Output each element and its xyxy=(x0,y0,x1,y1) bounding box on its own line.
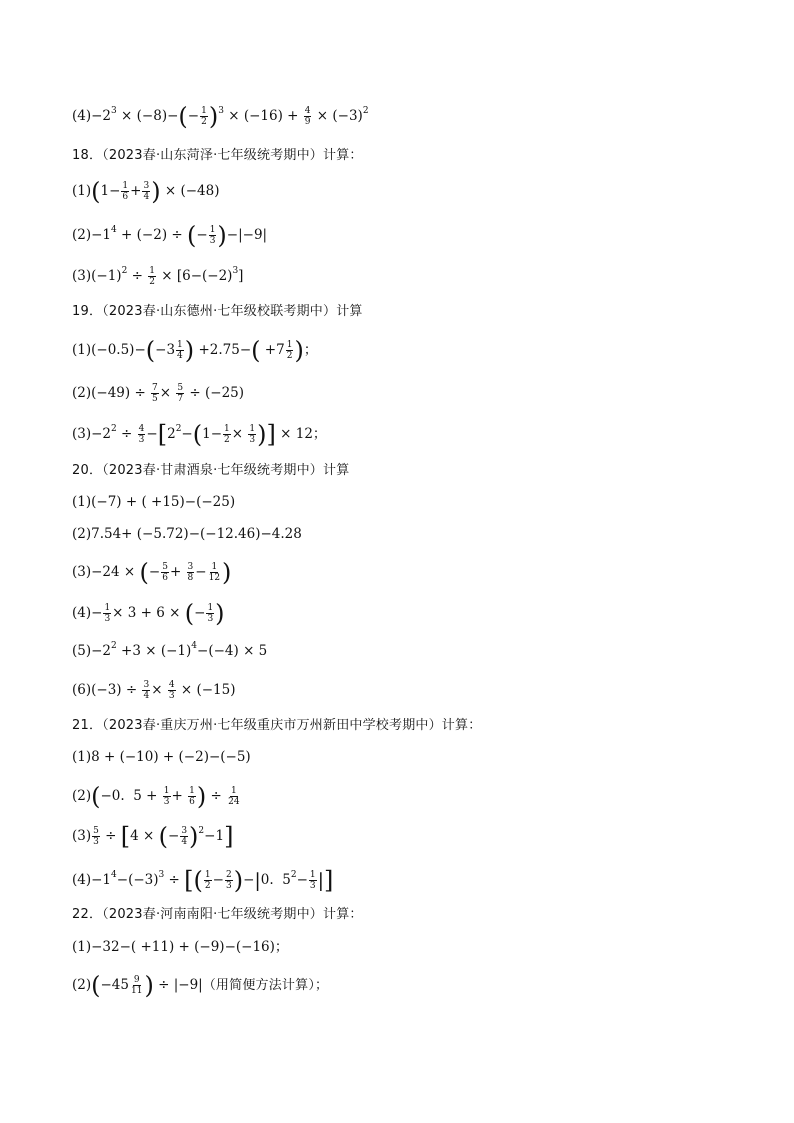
q20-part5: $(5)-2^2 +3 \times (-1)^4-(-4) \times 5$ xyxy=(72,641,268,659)
q20-heading: 20．（2023春·甘肃酒泉·七年级统考期中）计算 xyxy=(72,463,350,478)
q18-part2: $(2)-1^4 + (-2)$ ÷ (− $\frac{1}{3}$ )−|−9| xyxy=(72,221,268,250)
q22-heading: 22．（2023春·河南南阳·七年级统考期中）计算： xyxy=(72,907,363,922)
q19-part1: (1)(−0.5)−(−3 $\frac{1}{4}$ ) +2.75−( +7 $\frac{1}{2}$ )； xyxy=(72,336,318,365)
q19-part3: $(3)-2^2$ ÷ $\frac{4}{3}$ $-[2^2-(1-$ $\frac{1}{2}$ × $\frac{1}{3}$ )] × 12； xyxy=(72,420,327,449)
q21-part1: (1)8 + (−10) + (−2)−(−5) xyxy=(72,749,251,765)
q22-part1: (1)−32−( +11) + (−9)−(−16)； xyxy=(72,939,289,955)
q21-heading: 21．（2023春·重庆万州·七年级重庆市万州新田中学校考期中）计算： xyxy=(72,718,482,733)
q18-part3: $(3)(-1)^2$ ÷ $\frac{1}{2}$ × $[6-(-2)^3]$ xyxy=(72,266,244,287)
q20-part1: (1)(−7) + ( +15)−(−25) xyxy=(72,494,236,510)
part-label: (4) xyxy=(72,108,92,124)
q19-heading: 19．（2023春·山东德州·七年级校联考期中）计算 xyxy=(72,304,363,319)
q20-part2: (2)7.54+ (−5.72)−(−12.46)−4.28 xyxy=(72,526,302,542)
q17-part4: $(4)-2^3 \times (-8)-(-$ $\frac{1}{2}$ )$^3$ × (−16) + $\frac{4}{9}$ × $(-3)^2$ xyxy=(72,102,369,131)
q19-part2: (2)(−49) ÷ $\frac{7}{5}$ × $\frac{5}{7}$ ÷ (−25) xyxy=(72,383,245,404)
q21-part4: $(4)-1^4-(-3)^3$ ÷ [( $\frac{1}{2}$ − $\frac{2}{3}$ )−|0. $5^2-$ $\frac{1}{3}$ |] xyxy=(72,866,334,895)
q21-part3: (3) $\frac{5}{3}$ ÷ [4 × (− $\frac{3}{4}$ )$^2$−1] xyxy=(72,822,234,851)
q20-part4: (4)− $\frac{1}{3}$ × 3 + 6 × (− $\frac{1}{3}$ ) xyxy=(72,599,225,628)
q18-part1: (1)(1− $\frac{1}{6}$ + $\frac{3}{4}$ ) × (−48) xyxy=(72,177,220,206)
q22-part2: (2)(−45 $\frac{9}{11}$ ) ÷ |−9|（用简便方法计算）； xyxy=(72,971,329,1000)
q21-part2: (2)(−0. 5 + $\frac{1}{3}$ + $\frac{1}{6}$ ) ÷ $\frac{1}{24}$ xyxy=(72,782,240,811)
q20-part3: (3)−24 × (− $\frac{5}{6}$ + $\frac{3}{8}$ − $\frac{1}{12}$ ) xyxy=(72,558,232,587)
q20-part6: (6)(−3) ÷ $\frac{3}{4}$ × $\frac{4}{3}$ × (−15) xyxy=(72,680,236,701)
q18-heading: 18．（2023春·山东菏泽·七年级统考期中）计算： xyxy=(72,148,363,163)
